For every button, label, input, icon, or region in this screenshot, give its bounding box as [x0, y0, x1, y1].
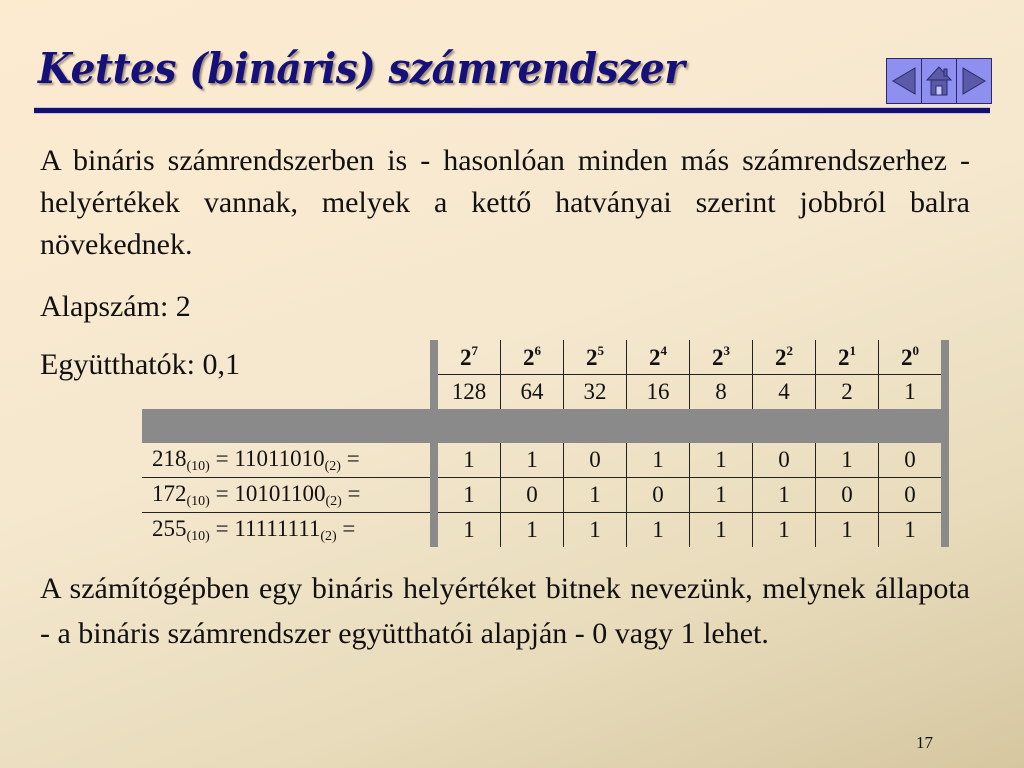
- power-cell: $2^2$: [753, 340, 816, 375]
- bit-paragraph: A számítógépben egy bináris helyértéket bitnek nevezünk, melynek állapota - a bináris számrendszer együtthatói alapján - 0 vagy 1 lehet.: [40, 572, 970, 650]
- triangle-right-icon: [961, 66, 987, 96]
- table-row: [142, 513, 949, 548]
- vertical-separator-right: [941, 443, 949, 478]
- vertical-separator: [430, 513, 438, 548]
- power-cell: $2^6$: [501, 340, 564, 375]
- place-value-cell: 2: [816, 375, 879, 410]
- horizontal-separator: [142, 409, 949, 443]
- bit-cell: 1: [816, 513, 879, 548]
- bit-cell: 1: [690, 513, 753, 548]
- power-cell: $2^4$: [627, 340, 690, 375]
- bit-cell: 0: [501, 478, 564, 513]
- bit-cell: 1: [501, 513, 564, 548]
- bit-cell: 1: [501, 443, 564, 478]
- bit-cell: 1: [816, 443, 879, 478]
- page-number: 17: [916, 733, 933, 752]
- title-underline: [34, 107, 990, 114]
- vertical-separator-right: [941, 513, 949, 548]
- place-value-cell: 8: [690, 375, 753, 410]
- bit-cell: 1: [690, 443, 753, 478]
- place-value-cell: 1: [879, 375, 942, 410]
- place-value-cell: 32: [564, 375, 627, 410]
- power-cell: $2^0$: [879, 340, 942, 375]
- power-cell: $2^5$: [564, 340, 627, 375]
- vertical-separator-right: [941, 340, 949, 409]
- bit-cell: 1: [463, 517, 475, 542]
- power-cell: $2^1$: [816, 340, 879, 375]
- table-row: [142, 443, 949, 478]
- vertical-separator: [430, 478, 438, 513]
- bit-cell: 1: [438, 443, 501, 478]
- conversion-label: $255_{(10)} = 11111111_{(2)}$ =: [152, 515, 356, 544]
- bit-cell: 0: [753, 443, 816, 478]
- base-line: Alapszám: 2: [40, 290, 191, 323]
- bit-cell: 0: [879, 478, 942, 513]
- bit-cell: 1: [627, 443, 690, 478]
- empty-corner: [142, 340, 430, 409]
- bit-cell: 0: [627, 478, 690, 513]
- bit-cell: 0: [816, 478, 879, 513]
- power-cell: $2^7$: [460, 343, 478, 370]
- conversion-label: $172_{(10)} = 10101100_{(2)}$ =: [142, 478, 430, 513]
- bit-cell: 1: [753, 513, 816, 548]
- bit-cell: 0: [564, 443, 627, 478]
- place-value-cell: 4: [753, 375, 816, 410]
- binary-place-value-table: [142, 340, 949, 547]
- table-row: [142, 478, 949, 513]
- bit-cell: 1: [564, 478, 627, 513]
- place-value-cell: 128: [438, 375, 501, 410]
- coefficients-line: Együtthatók: 0,1: [40, 348, 240, 381]
- bit-cell: 1: [438, 478, 501, 513]
- house-icon: [925, 64, 953, 98]
- place-value-cell: 64: [501, 375, 564, 410]
- vertical-separator: [430, 340, 438, 409]
- bit-cell: 1: [879, 513, 942, 548]
- bit-cell: 0: [879, 443, 942, 478]
- conversion-label: $218_{(10)} = 11011010_{(2)}$ =: [142, 443, 430, 478]
- next-slide-button[interactable]: [957, 59, 991, 103]
- power-cell: $2^3$: [690, 340, 753, 375]
- powers-row: [142, 340, 949, 375]
- triangle-left-icon: [891, 66, 917, 96]
- vertical-separator-right: [941, 478, 949, 513]
- bit-cell: 1: [690, 478, 753, 513]
- slide-title: Kettes (bináris) számrendszer: [38, 44, 685, 93]
- home-button[interactable]: [922, 59, 957, 103]
- bit-cell: 1: [753, 478, 816, 513]
- slide-nav: [886, 58, 992, 104]
- prev-slide-button[interactable]: [887, 59, 922, 103]
- place-value-cell: 16: [627, 375, 690, 410]
- bit-cell: 1: [564, 513, 627, 548]
- intro-paragraph: A bináris számrendszerben is - hasonlóan minden más számrendszerhez - helyértékek vannak, melyek a kettő hatványai szerint jobbról balra növekednek.: [40, 144, 970, 261]
- vertical-separator: [430, 443, 438, 478]
- bit-cell: 1: [627, 513, 690, 548]
